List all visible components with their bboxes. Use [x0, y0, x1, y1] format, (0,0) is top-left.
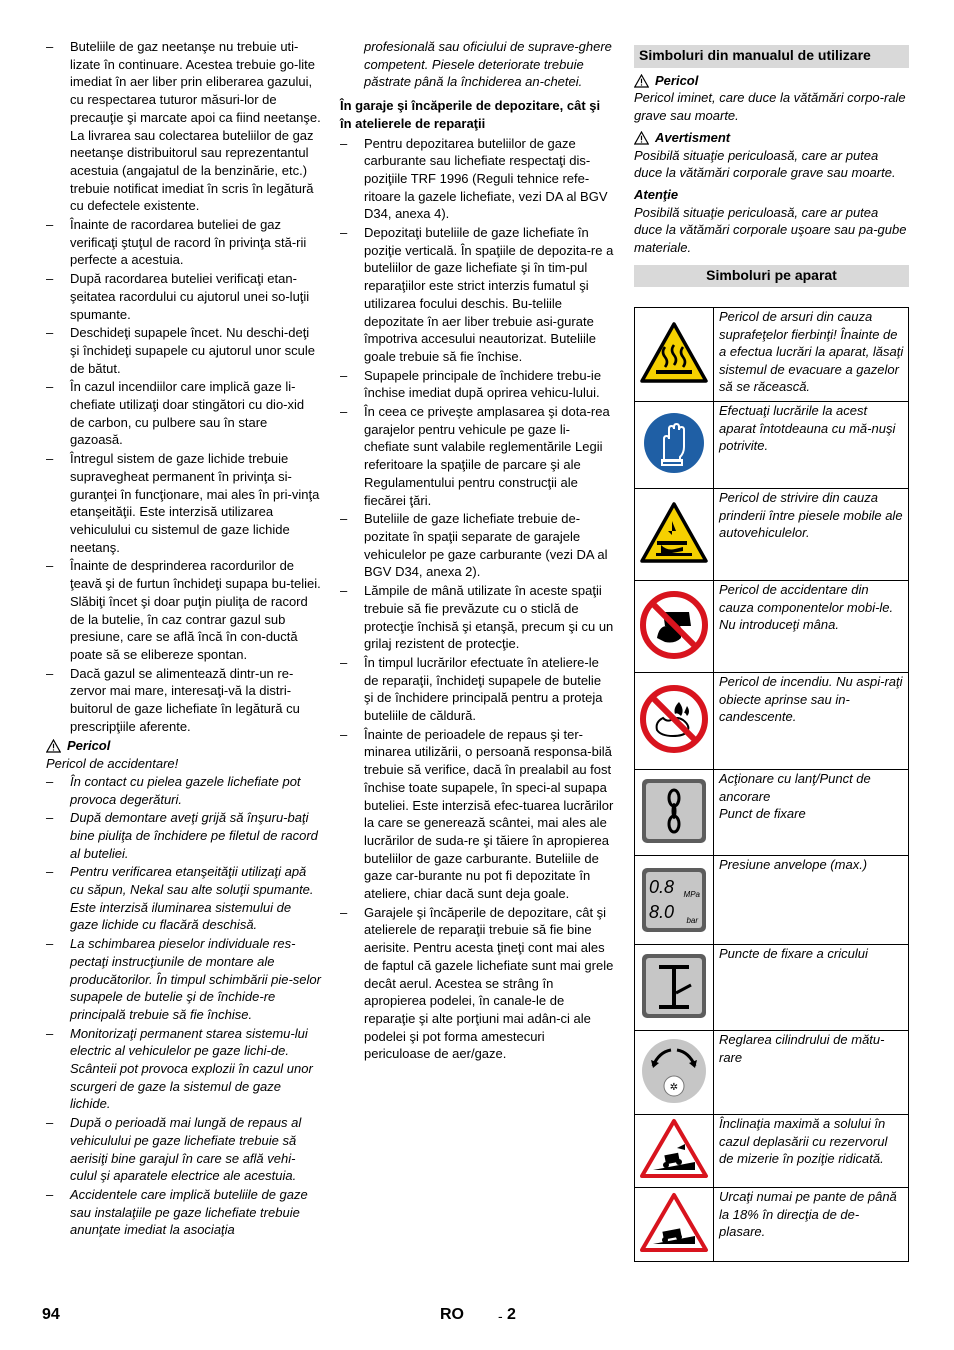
symbol-description: [714, 770, 909, 856]
symbol-description: Pericol de arsuri din cauza suprafeţelor fierbinţi! Înainte de a efectua lucrări la aparat, lăsaţi sistemul de evacuare a gazelor să se răcească.: [714, 308, 909, 402]
symbol-cell: [635, 402, 714, 489]
table-row: [635, 1031, 909, 1115]
list-item: – În ceea ce priveşte amplasarea şi dota-rea garajelor pentru vehicule pe gaze li-chefiate sunt valabile reglementările Legii referitoare la spaţiile de parcare şi ale Regulamentului pentru construcţii ale fiecărei ţări.: [340, 403, 614, 509]
pericol-title: Pericol: [655, 72, 699, 88]
column-left: [46, 38, 322, 1240]
fixing-point-label: Punct de fixare: [719, 806, 806, 822]
symbol-description: Pericol de accidentare din cauza componentelor mobi-le. Nu introduceţi mâna.: [714, 581, 909, 673]
symbol-description: Înclinaţia maximă a solului în cazul deplasării cu rezervorul de mizerie în poziţie ridicată.: [714, 1115, 909, 1188]
device-symbols-heading: Simboluri pe aparat: [634, 265, 909, 288]
garage-list: [340, 135, 614, 1064]
symbol-cell: [635, 489, 714, 581]
symbol-cell: [635, 1115, 714, 1188]
page-number: 94: [42, 1306, 60, 1323]
list-item: – Supapele principale de închidere trebu-ie închise imediat după oprirea vehicu-lului.: [340, 367, 614, 402]
table-row: [635, 770, 909, 856]
list-item: – După o perioadă mai lungă de repaus al vehiculului pe gaze lichefiate trebuie să aerisiţi bine garajul în care se află vehi-culul şi aparatele electrice ale acestuia.: [46, 1114, 322, 1185]
list-item: – În cazul incendiilor care implică gaze li-chefiate utilizaţi doar stingători cu dio-xid de carbon, cu pulbere sau în stare gazoasă.: [46, 378, 322, 449]
symbol-description: Pericol de incendiu. Nu aspi-raţi obiecte aprinse sau in-candescente.: [714, 673, 909, 770]
hot-surface-icon: [639, 321, 709, 385]
jack-point-icon: [639, 951, 709, 1021]
language-code: RO: [440, 1306, 464, 1323]
avertisment-heading: [634, 129, 909, 147]
list-item: – Pentru depozitarea buteliilor de gaze carburante sau lichefiate respectaţi dis-poziţiile TRF 1996 (Reguli tehnice refe-ritoare la gazele lichefiate, vezi DA al BGV D34, anexa 4).: [340, 135, 614, 224]
bar-value: 8.0: [649, 902, 675, 923]
list-item: – Pentru verificarea etanşeităţii utilizaţi apă cu săpun, Nekal sau alte soluţii spumante. Este interzisă iluminarea sistemului de gaze lichide cu flacără deschisă.: [46, 863, 322, 934]
table-row: [635, 489, 909, 581]
avertisment-text: Posibilă situaţie periculoasă, care ar putea duce la vătămări corporale grave sau moarte.: [634, 147, 896, 181]
symbol-cell: [635, 308, 714, 402]
broom-adjust-icon: [639, 1036, 709, 1106]
list-item: – În contact cu pielea gazele lichefiate pot provoca degerături.: [46, 773, 322, 808]
no-hand-icon: [639, 590, 709, 660]
symbol-cell: [635, 581, 714, 673]
svg-text:✲: ✲: [669, 1081, 679, 1093]
symbol-cell: [635, 770, 714, 856]
bar-unit: bar: [686, 916, 698, 926]
symbol-cell: [635, 1031, 714, 1115]
tire-pressure-icon: [642, 868, 706, 932]
gloves-icon: [642, 411, 706, 475]
slope-18-icon: [639, 1192, 709, 1254]
warning-triangle-icon: [634, 74, 649, 88]
warning-triangle-icon: [46, 739, 61, 753]
symbol-cell: [635, 945, 714, 1031]
table-row: [635, 945, 909, 1031]
symbol-description: Puncte de fixare a cricului: [714, 945, 909, 1031]
table-row: [635, 673, 909, 770]
list-item: – Înainte de perioadele de repaus şi ter-minarea utilizării, o persoană responsa-bilă trebuie să verifice, dacă în prealabil au fost închise toate supapele, în speci-al supapa buteliei. Este interzisă efec-tuarea lucrărilor la care se generează scântei, mai ales ale lucrărilor de suda-re şi tăiere în apropierea buteliilor de gaze carburante. Buteliile de gaze car-burante nu pot fi depozitate în ateliere, chiar dacă sunt deja goale.: [340, 726, 614, 903]
table-row: [635, 581, 909, 673]
danger-list: [46, 773, 322, 1239]
crush-hazard-icon: [639, 501, 709, 565]
pericol-text: Pericol iminet, care duce la vătămări corpo-rale grave sau moarte.: [634, 90, 906, 124]
list-item: – Buteliile de gaz neetanşe nu trebuie uti-lizate în continuare. Acestea trebuie go-lite imediat în aer liber prin eliberarea gazului, cu respectarea tuturor măsuri-lor de precauţie şi marcate apoi ca fiind neetanşe. La livrarea sau colectarea buteliilor de gaz neetanşe distribuitorul sau reprezentantul acestuia (angajatul de la benzinărie, etc.) trebuie notificat imediat în scris în legătură cu defectele existente.: [46, 38, 322, 215]
column-middle: [340, 38, 614, 1064]
symbol-description: Reglarea cilindrului de mătu-rare: [714, 1031, 909, 1115]
gas-safety-list: [46, 38, 322, 735]
list-item: – Înainte de desprinderea racordurilor de ţeavă şi de furtun închideţi supapa bu-teliei. Slăbiţi încet şi doar puţin piuliţa de racord de la butelie, în caz contrar gazul sub presiune, care se află încă în con-ductă poate să se elibereze spontan.: [46, 557, 322, 663]
list-item: – Dacă gazul se alimentează dintr-un re-zervor mai mare, interesaţi-vă la distri-buitorul de gaze lichefiate în legătură cu prescripţiile aferente.: [46, 665, 322, 736]
atentie-text: Posibilă situaţie periculoasă, care ar putea duce la vătămări corporale uşoare sau pa-gube materiale.: [634, 204, 907, 256]
no-fire-icon: [639, 684, 709, 754]
list-item: – Monitorizaţi permanent starea sistemu-lui electric al vehiculelor pe gaze lichi-de. Scânteii pot provoca explozii în cazul unor scurgeri de gaze la sistemul de gaze lichide.: [46, 1025, 322, 1114]
footer-subpage: 2: [507, 1306, 516, 1323]
list-item: – Lămpile de mână utilizate în aceste spaţii trebuie să fie prevăzute cu o sticlă de protecţie închisă şi etanşă, precum şi cu un grilaj rezistent de protecţie.: [340, 582, 614, 653]
column-right: [634, 45, 909, 1262]
symbols-table: [634, 307, 909, 1262]
garage-heading: În garaje şi încăperile de depozitare, cât şi în atelierele de reparaţii: [340, 98, 601, 131]
atentie-title: Atenţie: [634, 186, 679, 202]
mpa-value: 0.8: [649, 877, 675, 898]
list-item: – În timpul lucrărilor efectuate în ateliere-le de reparaţii, închideţi supapele de butelie şi de închidere principală pentru a proteja buteliile de căldură.: [340, 654, 614, 725]
list-item: – Întregul sistem de gaze lichide trebuie supravegheat permanent în privinţa si-guranţei în funcţionare, mai ales în pri-vinţa etanşeităţii. Este interzisă utilizarea vehiculului cu sistemul de gaze lichide neetanş.: [46, 450, 322, 556]
footer-separator: -: [498, 1308, 503, 1324]
table-row: [635, 402, 909, 489]
mpa-unit: MPa: [683, 890, 700, 900]
list-item: – Garajele şi încăperile de depozitare, cât şi atelierele de reparaţii trebuie să fie bine aerisite. Pentru acesta ţineţi cont mai ales de faptul că gazele lichefiate sunt mai grele decât aerul. Acestea se strâng în apropierea podelei, în canale-le de reparaţie şi alte porţiuni mai adân-ci ale podelei şi pot forma amestecuri periculoase de aer/gaze.: [340, 904, 614, 1063]
table-row: [635, 308, 909, 402]
list-item: – Depozitaţi buteliile de gaze lichefiate în poziţie verticală. În spaţiile de depozita-re a buteliilor de gaze lichefiate şi în tim-pul reparaţiilor este strict interzis fumatul şi utilizarea focului deschis. Bu-teliile depozitate în aer liber trebuie asi-gurate împotriva accesului neautorizat. Buteliile goale trebuie să fie închise.: [340, 224, 614, 366]
danger-title: Pericol: [67, 738, 111, 754]
symbol-cell: [635, 673, 714, 770]
avertisment-title: Avertisment: [655, 129, 731, 145]
danger-intro: Pericol de accidentare!: [46, 756, 179, 772]
pericol-heading: [634, 72, 909, 90]
symbol-description: Urcaţi numai pe pante de până la 18% în direcţia de de-plasare.: [714, 1188, 909, 1262]
list-item: – Buteliile de gaze lichefiate trebuie de-pozitate în spaţii separate de garajele vehiculelor pe gaze carburante (vezi DA al BGV D34, anexa 2).: [340, 510, 614, 581]
list-item: – Accidentele care implică buteliile de gaze sau instalaţiile pe gaze lichefiate trebuie anunţate imediat la asociaţia: [46, 1186, 322, 1239]
symbol-cell: [635, 856, 714, 945]
symbol-description: Presiune anvelope (max.): [714, 856, 909, 945]
manual-symbols-heading: Simboluri din manualul de utilizare: [634, 45, 909, 68]
warning-triangle-icon: [634, 131, 649, 145]
list-item: – Înainte de racordarea buteliei de gaz verificaţi ştuţul de racord în privinţa stă-rii perfecte a acestuia.: [46, 216, 322, 269]
list-item: – După demontare aveţi grijă să înşuru-baţi bine piuliţa de închidere pe filetul de racord al buteliei.: [46, 809, 322, 862]
chain-icon: [639, 776, 709, 846]
continuation-text: profesională sau oficiului de suprave-ghere competent. Piesele deteriorate trebuie păstrate până la închiderea an-chetei.: [364, 39, 612, 90]
chain-label: Acţionare cu lanţ/Punct de ancorare: [719, 771, 871, 804]
table-row: [635, 1115, 909, 1188]
slope-hopper-icon: [639, 1118, 709, 1180]
list-item: – Deschideţi supapele încet. Nu deschi-deţi şi închideţi supapele cu ajutorul unor scule de bătut.: [46, 324, 322, 377]
table-row: [635, 1188, 909, 1262]
list-item: – După racordarea buteliei verificaţi etan-şeitatea racordului cu ajutorul unei so-luţii spumante.: [46, 270, 322, 323]
table-row: [635, 856, 909, 945]
symbol-cell: [635, 1188, 714, 1262]
list-item: – La schimbarea pieselor individuale res-pectaţi instrucţiunile de montare ale producătorilor. În timpul schimbării pie-selor supapele de butelie şi de închide-re principală trebuie să fie închise.: [46, 935, 322, 1024]
symbol-description: Pericol de strivire din cauza prinderii între piesele mobile ale autovehiculelor.: [714, 489, 909, 581]
danger-heading: [46, 737, 322, 755]
symbol-description: Efectuaţi lucrările la acest aparat întotdeauna cu mă-nuşi potrivite.: [714, 402, 909, 489]
